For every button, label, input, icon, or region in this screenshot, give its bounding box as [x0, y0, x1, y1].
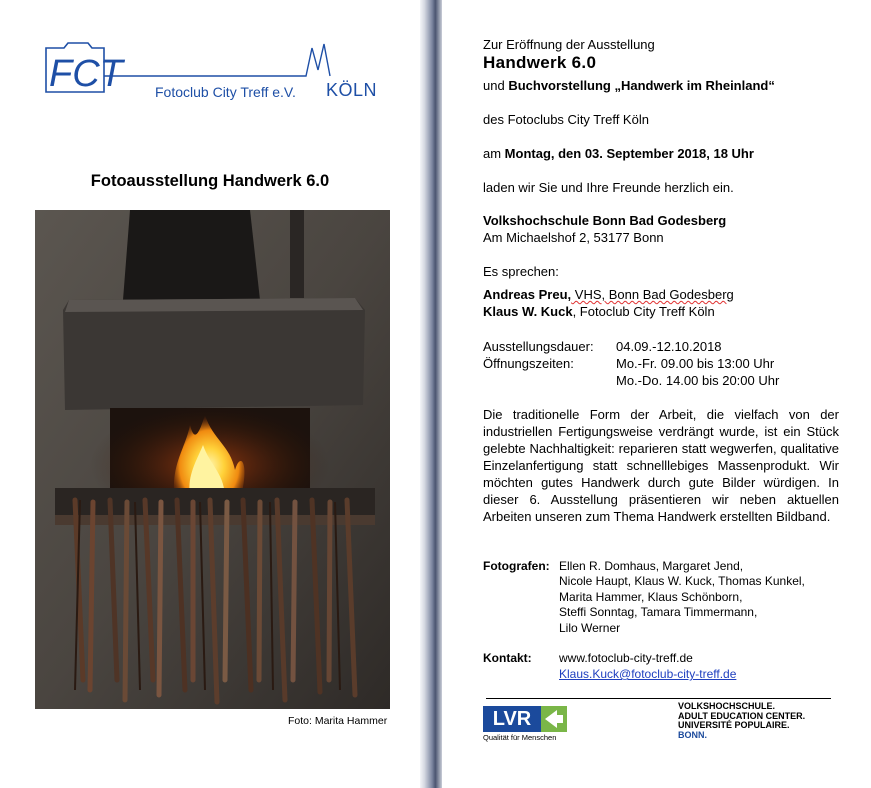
description-paragraph: Die traditionelle Form der Arbeit, die vielfach von der industriellen Fertigungsweise verdrängt wurde, ist ein Stück gelebte Nachhaltigkeit: reparieren statt wegwerfen, qualitative Einzelanfertigung statt schnelllebiges Massenprodukt. Wir möchten gutes Handwerk durch gute Bilder würdigen. In dieser 6. Ausstellung präsentieren wir neben aktuellen Arbeiten unseren zum Thema Handwerk erstellten Bildband. [483, 407, 839, 524]
duration-value: 04.09.-12.10.2018 [616, 339, 722, 354]
date-prefix: am [483, 146, 505, 161]
website-link[interactable]: www.fotoclub-city-treff.de [559, 651, 693, 665]
speaker-1-name: Andreas Preu, [483, 287, 572, 302]
city-name: KÖLN [326, 80, 378, 100]
duration-label: Ausstellungsdauer: [483, 339, 594, 354]
exhibition-title: Handwerk 6.0 [483, 53, 597, 72]
photographer-line: Steffi Sonntag, Tamara Timmermann, [559, 605, 758, 619]
book-prefix: und [483, 78, 509, 93]
vhs-line: ADULT EDUCATION CENTER. [678, 710, 806, 721]
photographer-line: Ellen R. Domhaus, Margaret Jend, [559, 559, 744, 573]
lvr-tagline: Qualität für Menschen [483, 733, 557, 742]
page-divider [420, 0, 442, 788]
vhs-city: BONN. [678, 729, 707, 740]
photo-credit: Foto: Marita Hammer [288, 715, 388, 727]
invite-line: laden wir Sie und Ihre Freunde herzlich ein. [483, 180, 734, 195]
book-label: Buchvorstellung „Handwerk im Rheinland“ [508, 78, 775, 93]
contact-label: Kontakt: [483, 651, 532, 665]
photographers-label: Fotografen: [483, 559, 550, 573]
venue-name: Volkshochschule Bonn Bad Godesberg [483, 213, 727, 228]
forge-photo [35, 210, 390, 709]
photographer-line: Nicole Haupt, Klaus W. Kuck, Thomas Kunkel, [559, 574, 805, 588]
logo-letters: FCT [49, 53, 123, 95]
hours-label: Öffnungszeiten: [483, 356, 574, 371]
vhs-line: VOLKSHOCHSCHULE. [678, 701, 776, 711]
photographer-line: Marita Hammer, Klaus Schönborn, [559, 590, 743, 604]
speaker-1-org: VHS, Bonn Bad Godesberg [571, 287, 734, 302]
speaker-2-name: Klaus W. Kuck [483, 304, 573, 319]
event-date: Montag, den 03. September 2018, 18 Uhr [504, 146, 754, 161]
club-line: des Fotoclubs City Treff Köln [483, 112, 649, 127]
hours-afternoon: Mo.-Do. 14.00 bis 20:00 Uhr [616, 373, 780, 388]
lvr-logo [483, 706, 568, 732]
speaker-2-org: , Fotoclub City Treff Köln [572, 304, 715, 319]
vhs-logo [678, 702, 805, 740]
club-name: Fotoclub City Treff e.V. [155, 84, 296, 100]
email-link[interactable]: Klaus.Kuck@fotoclub-city-treff.de [559, 667, 737, 681]
exhibit-title: Fotoausstellung Handwerk 6.0 [90, 172, 330, 190]
speakers-label: Es sprechen: [483, 264, 559, 279]
speaker-1 [483, 287, 734, 303]
lvr-wordmark: LVR [483, 706, 541, 732]
venue-address: Am Michaelshof 2, 53177 Bonn [483, 230, 664, 245]
photographer-line: Lilo Werner [559, 621, 621, 635]
footer-rule [486, 698, 831, 699]
lvr-arrow-icon [541, 706, 567, 732]
speaker-2 [483, 304, 715, 320]
book-line [483, 78, 775, 94]
date-line [483, 146, 754, 162]
left-panel [0, 0, 420, 788]
vhs-line: UNIVERSITÉ POPULAIRE. [678, 720, 790, 730]
hours-weekday: Mo.-Fr. 09.00 bis 13:00 Uhr [616, 356, 775, 371]
intro-line: Zur Eröffnung der Ausstellung [483, 37, 655, 52]
